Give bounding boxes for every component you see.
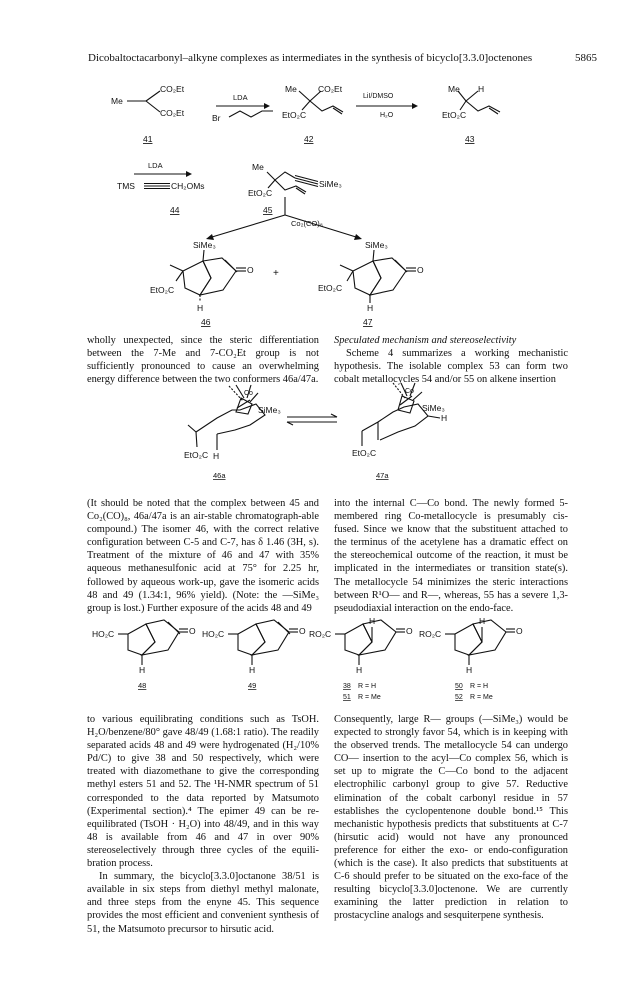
c45-sime3: SiMe₃ [319, 179, 342, 189]
c45-me: Me [252, 162, 264, 172]
c44-ch2oms: CH₂OMs [171, 181, 205, 191]
c46a-h: H [213, 451, 220, 461]
c41-co2et-top: CO₂Et [160, 84, 185, 94]
paragraph: In summary, the bicyclo[3.3.0]octanone 38/51 is available in six steps from diethyl methyl malonate, and three steps from the enyne 45. This sequence provides the most efficient and convenient synthesis of 51, the Matsumoto precursor to hirsutic acid. [87, 871, 319, 935]
c52-label: 52 [455, 694, 463, 701]
compound-47 [340, 250, 416, 303]
c48-h: H [139, 665, 146, 675]
c47a-label: 47a [376, 471, 389, 480]
paragraph: wholly unexpected, since the steric differentiation between the 7-Me and 7-CO₂Et group is not sufficiently pronounced to cause an overwhelming energy difference between the two conformers 46a/47a. [87, 335, 319, 386]
c50-r: R = H [470, 683, 489, 690]
c50-h-top: H [479, 616, 486, 626]
c43-h: H [478, 84, 485, 94]
text-left-block-a [87, 334, 319, 386]
c50-o: O [516, 626, 523, 636]
c45-eto2c: EtO₂C [248, 188, 273, 198]
plus-sign: + [273, 268, 279, 279]
paragraph: Consequently, large R— groups (—SiMe₃) would be expected to strongly favor 54, which is in keeping with the observed trends. The metallocycle 54 can undergo CO— insertion to the acyl—Co complex 56, which is set up to migrate the C—Co bond to the adjacent electrophilic carbonyl group to give 57. Reductive elimination of the cobalt carbonyl residue in 57 establishes the cyclopentenone double bond.¹⁵ This mechanistic hypothesis predicts that substituents at C-7 (hirsutic acid) would not have any pronounced preference for either the exo- or endo-configuration (which is the case). It also predicts that substituents at C-6 should prefer to be situated on the exo-face of the resulting bicyclo[3.3.0]octenone. We are currently examining the latter prediction in relation to prostacycline analogs and sesquiterpene synthesis. [334, 714, 568, 922]
reagent-co2co8: Co₂(CO)₈ [291, 219, 323, 228]
c46-eto2c: EtO₂C [150, 285, 175, 295]
c38-label: 38 [343, 683, 351, 690]
c38-r: R = H [358, 683, 377, 690]
compound-47a [362, 383, 440, 446]
c48-o: O [189, 626, 196, 636]
c47a-h: H [441, 413, 448, 423]
compound-49 [228, 620, 298, 665]
bromide-br: Br [212, 113, 221, 123]
c47-sime3: SiMe₃ [365, 240, 388, 250]
c46a-eto2c: EtO₂C [184, 450, 209, 460]
c42-co2et: CO₂Et [318, 84, 343, 94]
c47-o: O [417, 265, 424, 275]
c46a-label: 46a [213, 471, 226, 480]
c44-label: 44 [170, 205, 180, 215]
c47a-eto2c: EtO₂C [352, 448, 377, 458]
c47-h: H [367, 303, 374, 313]
c51-r: R = Me [358, 694, 381, 701]
compound-44 [144, 184, 170, 189]
paragraph: to various equilibrating conditions such as TsOH. H₂O/benzene/80° gave 48/49 (1.68:1 ratio). The readily separated acids 48 and 49 were hydrogenated (H₂/10% Pd/C) to give 38 and 50 respectively, which were treated with diazomethane to give the corresponding methyl esters 51 and 52. The ¹H-NMR spectrum of 51 corresponded to the data reported by Matsumoto (Experimental section).⁴ The epimer 49 can be re-equilibrated (TsOH · H₂O) into 48/49, and in this way 48 is available from 46 and 47 in over 90% stereoselectively through three cycles of the equili-bration process. [87, 714, 319, 870]
c50-ro2c: RO₂C [419, 629, 442, 639]
c38-h-bot: H [356, 665, 363, 675]
c43-me: Me [448, 84, 460, 94]
reagent-h2o: H₂O [380, 112, 394, 119]
c43-label: 43 [465, 134, 475, 144]
reagent-lda-2: LDA [148, 161, 163, 170]
section-heading: Speculated mechanism and stereoselectivity [334, 335, 517, 346]
paragraph: into the internal C—Co bond. The newly formed 5-membered ring Co-metallocycle is presumably cis-fused. Since we know that the substituent attached to the terminus of the acetylene has a dramatic effect on the stereochemical outcome of the reaction, it must be implicated in the intermediates or transition state(s). The metallocycle 54 minimizes the steric interactions between R¹O— and R—, whereas, 55 has a severe 1,3-pseudodiaxial interaction on the endo-face. [334, 498, 568, 614]
c41-label: 41 [143, 134, 153, 144]
reagent-lda-1: LDA [233, 93, 248, 102]
c49-label: 49 [248, 681, 257, 690]
c47-label: 47 [363, 317, 373, 327]
c47a-co: Co [405, 388, 414, 395]
paragraph: (It should be noted that the complex between 45 and Co₂(CO)₈, 46a/47a is an air-stable chromatograph-able compound.) The isomer 46, with the correct relative configuration between C-5 and C-7, has δ 1.46 (3H, s). Treatment of the mixture of 46 and 47 with 35% aqueous methanesulfonic acid at 75° for 2.25 hr, followed by aqueous work-up, gave the isomeric acids 48 and 49 (1.34:1, 96% yield). (Note: the —SiMe₃ group is lost.) Further exposure of the acids 48 and 49 [87, 498, 319, 614]
running-title: Dicobaltoctacarbonyl–alkyne complexes as intermediates in the synthesis of bicyclo[3.3.0]octenones [88, 52, 533, 64]
allyl-bromide [229, 111, 273, 117]
c46-h: H [197, 303, 204, 313]
c50-h-bot: H [466, 665, 473, 675]
compound-50-52 [445, 620, 515, 665]
compound-38-51 [335, 620, 405, 665]
c46-label: 46 [201, 317, 211, 327]
c47a-sime3: SiMe₃ [422, 403, 445, 413]
paragraph: Scheme 4 summarizes a working mechanistic hypothesis. The isolable complex 53 can form two cobalt metallocycles 54 and/or 55 on alkene insertion [334, 348, 568, 386]
c51-label: 51 [343, 694, 351, 701]
compound-46a [188, 385, 265, 450]
c46-sime3: SiMe₃ [193, 240, 216, 250]
c43-eto2c: EtO₂C [442, 110, 467, 120]
c46a-co: Co [244, 390, 253, 397]
c41-co2et-bot: CO₂Et [160, 108, 185, 118]
c42-label: 42 [304, 134, 314, 144]
compound-48 [118, 620, 188, 665]
c45-label: 45 [263, 205, 273, 215]
c38-h-top: H [369, 616, 376, 626]
c41-me: Me [111, 96, 123, 106]
c48-label: 48 [138, 681, 147, 690]
c49-o: O [299, 626, 306, 636]
compound-45 [267, 172, 318, 194]
c49-ho2c: HO₂C [202, 629, 225, 639]
c47-eto2c: EtO₂C [318, 283, 343, 293]
c38-ro2c: RO₂C [309, 629, 332, 639]
c50-label: 50 [455, 683, 463, 690]
c48-ho2c: HO₂C [92, 629, 115, 639]
text-right-block-b [334, 497, 568, 615]
text-left-block-b [87, 497, 319, 615]
page-number: 5865 [575, 52, 597, 64]
compound-41 [127, 91, 160, 112]
compound-46 [170, 250, 246, 302]
c38-o: O [406, 626, 413, 636]
c46-o: O [247, 265, 254, 275]
reagent-lii-dmso: LiI/DMSO [363, 93, 394, 100]
text-left-block-c [87, 713, 319, 936]
text-right-block-c [334, 713, 568, 923]
c46a-sime3: SiMe₃ [258, 405, 281, 415]
c42-eto2c: EtO₂C [282, 110, 307, 120]
c44-tms: TMS [117, 181, 135, 191]
c42-me: Me [285, 84, 297, 94]
c52-r: R = Me [470, 694, 493, 701]
c49-h: H [249, 665, 256, 675]
text-right-block-a [334, 334, 568, 386]
